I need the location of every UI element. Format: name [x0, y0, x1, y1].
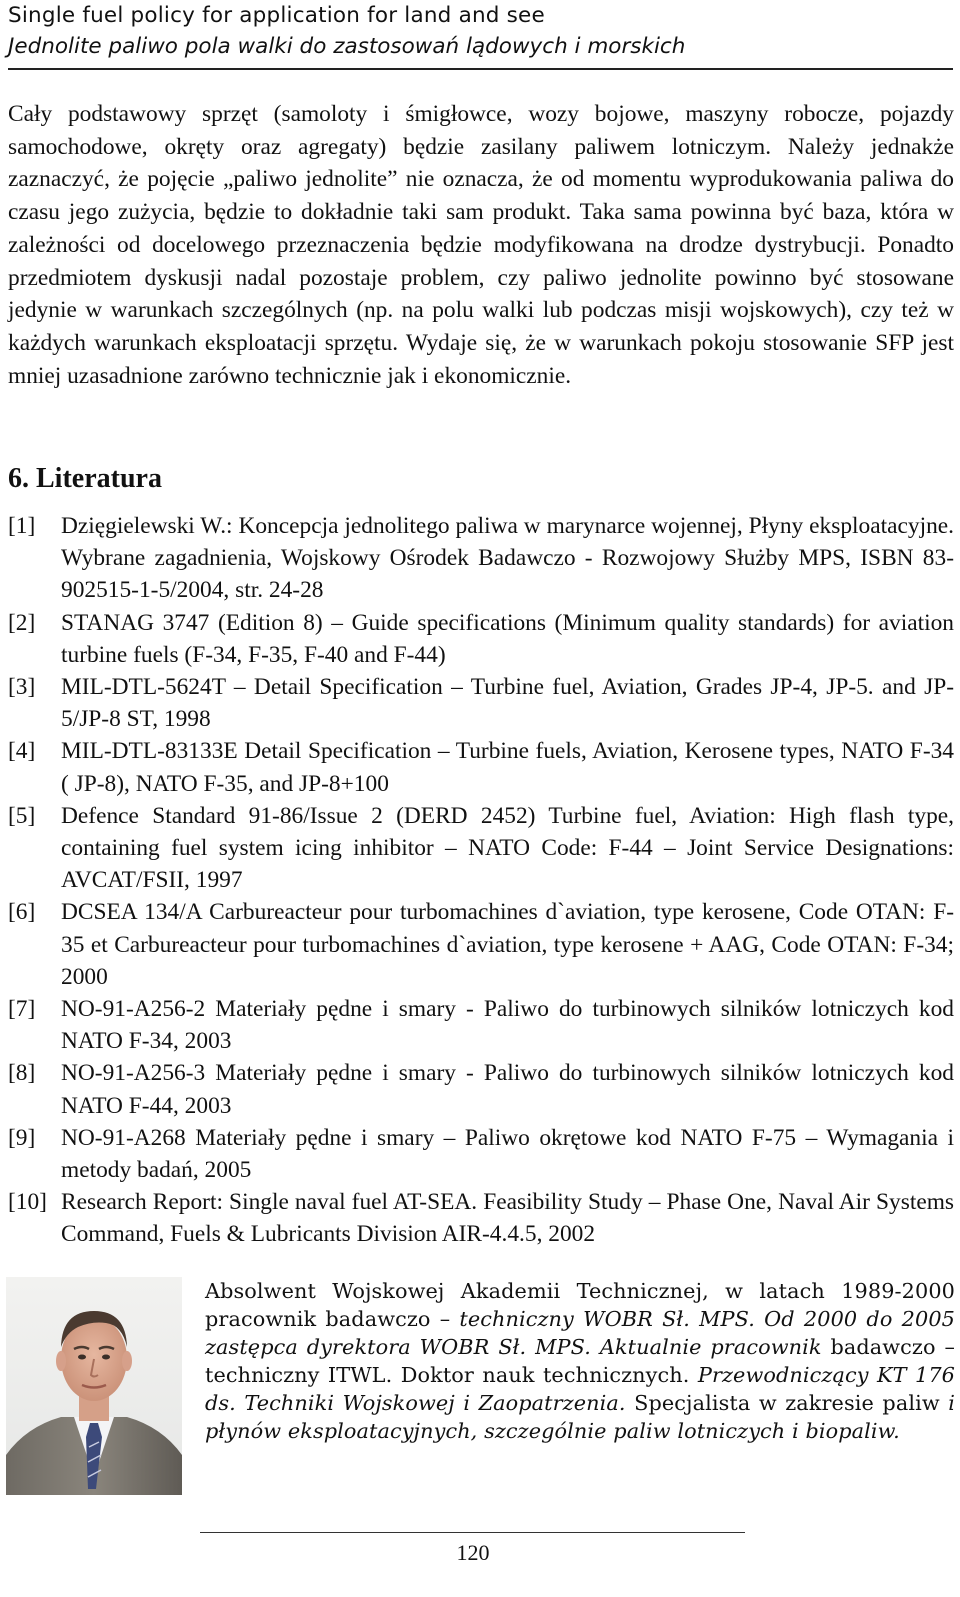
reference-item — [8, 993, 954, 1057]
reference-text: STANAG 3747 (Edition 8) – Guide specifications (Minimum quality standards) for aviation turbine fuels (F-34, F-35, F-40 and F-44) — [61, 609, 954, 668]
reference-item — [8, 607, 954, 671]
header-english-title: Single fuel policy for application for land and see — [8, 3, 545, 28]
section-title-literatura: 6. Literatura — [8, 463, 162, 494]
reference-number: [9] — [8, 1124, 36, 1151]
reference-text: NO-91-A256-2 Materiały pędne i smary - Paliwo do turbinowych silników lotniczych kod NATO F-34, 2003 — [61, 996, 954, 1055]
reference-item — [8, 671, 954, 735]
reference-item — [8, 1186, 954, 1250]
reference-number: [10] — [8, 1189, 47, 1216]
reference-text: DCSEA 134/A Carbureacteur pour turbomachines d`aviation, type kerosene, Code OTAN: F-35 et Carbureacteur pour turbomachines d`aviation, type kerosene + AAG, Code OTAN: F-34; 2000 — [61, 899, 954, 990]
reference-text: MIL-DTL-83133E Detail Specification – Turbine fuels, Aviation, Kerosene types, NATO F-34 ( JP-8), NATO F-35, and JP-8+100 — [61, 738, 954, 797]
running-header — [8, 0, 953, 70]
reference-list — [8, 510, 954, 1251]
reference-text: Dzięgielewski W.: Koncepcja jednolitego paliwa w marynarce wojennej, Płyny eksploatacyjne. Wybrane zagadnienia, Wojskowy Ośrodek Badawczo - Rozwojowy Służby MPS, ISBN 83-902515-1-5/2004, str. 24-28 — [61, 513, 954, 604]
page-number: 120 — [456, 1540, 490, 1565]
reference-text: Defence Standard 91-86/Issue 2 (DERD 2452) Turbine fuel, Aviation: High flash type, containing fuel system icing inhibitor – NATO Code: F-44 – Joint Service Designations: AVCAT/FSII, 1997 — [61, 802, 954, 894]
reference-number: [5] — [8, 802, 36, 829]
author-bio — [205, 1277, 955, 1445]
reference-item — [8, 800, 954, 897]
author-photo — [6, 1277, 182, 1495]
header-polish-title: Jednolite paliwo pola walki do zastosowań lądowych i morskich — [8, 34, 686, 59]
reference-text: Research Report: Single naval fuel AT-SEA. Feasibility Study – Phase One, Naval Air Systems Command, Fuels & Lubricants Division AIR-4.4.5, 2002 — [61, 1189, 954, 1248]
bio-text-5: Specjalista w zakresie paliw — [625, 1391, 949, 1415]
bio-text-1: Absolwent Wojskowej Akademii Technicznej, w latach 1989-2000 pracownik badawczo – — [205, 1279, 955, 1331]
bio-text-3: badawczo – techniczny ITWL. Doktor nauk technicznych. — [205, 1335, 955, 1387]
reference-item — [8, 1057, 954, 1121]
reference-item — [8, 1122, 954, 1186]
footer-divider — [200, 1532, 745, 1533]
bio-text-6: i płynów eksploatacyjnych, szczególnie paliw lotniczych i biopaliw. — [205, 1391, 955, 1443]
reference-item — [8, 896, 954, 993]
reference-item — [8, 510, 954, 607]
reference-text: NO-91-A256-3 Materiały pędne i smary - Paliwo do turbinowych silników lotniczych kod NATO F-44, 2003 — [61, 1060, 954, 1119]
reference-number: [8] — [8, 1060, 36, 1087]
reference-number: [3] — [8, 674, 36, 701]
body-paragraph: Cały podstawowy sprzęt (samoloty i śmigłowce, wozy bojowe, maszyny robocze, pojazdy samochodowe, okręty oraz agregaty) będzie zasilany paliwem lotniczym. Należy jednakże zaznaczyć, że pojęcie „paliwo jednolite” nie oznacza, że od momentu wyprodukowania paliwa do czasu jego zużycia, będzie to dokładnie taki sam produkt. Taka sama powinna być baza, która w zależności od docelowego przeznaczenia będzie modyfikowana na drodze dystrybucji. Ponadto przedmiotem dyskusji nadal pozostaje problem, czy paliwo jednolite powinno być stosowane jedynie w warunkach szczególnych (np. na polu walki lub podczas misji wojskowych), czy też w każdych warunkach eksploatacji sprzętu. Wydaje się, że w warunkach pokoju stosowanie SFP jest mniej uzasadnione zarówno technicznie jak i ekonomicznie. — [8, 101, 954, 389]
reference-number: [2] — [8, 609, 36, 636]
reference-number: [6] — [8, 899, 36, 926]
reference-text: NO-91-A268 Materiały pędne i smary – Paliwo okrętowe kod NATO F-75 – Wymagania i metody badań, 2005 — [61, 1124, 954, 1184]
bio-text-4: Przewodniczący KT 176 ds. Techniki Wojskowej i Zaopatrzenia. — [205, 1363, 955, 1415]
bio-text-2: techniczny WOBR Sł. MPS. Od 2000 do 2005 zastępca dyrektora WOBR Sł. MPS. Aktualnie pracownik — [205, 1307, 955, 1359]
reference-number: [4] — [8, 738, 36, 765]
reference-text: MIL-DTL-5624T – Detail Specification – Turbine fuel, Aviation, Grades JP-4, JP-5. and JP-5/JP-8 ST, 1998 — [61, 674, 954, 733]
reference-number: [1] — [8, 513, 36, 539]
reference-item — [8, 735, 954, 799]
reference-number: [7] — [8, 996, 36, 1023]
